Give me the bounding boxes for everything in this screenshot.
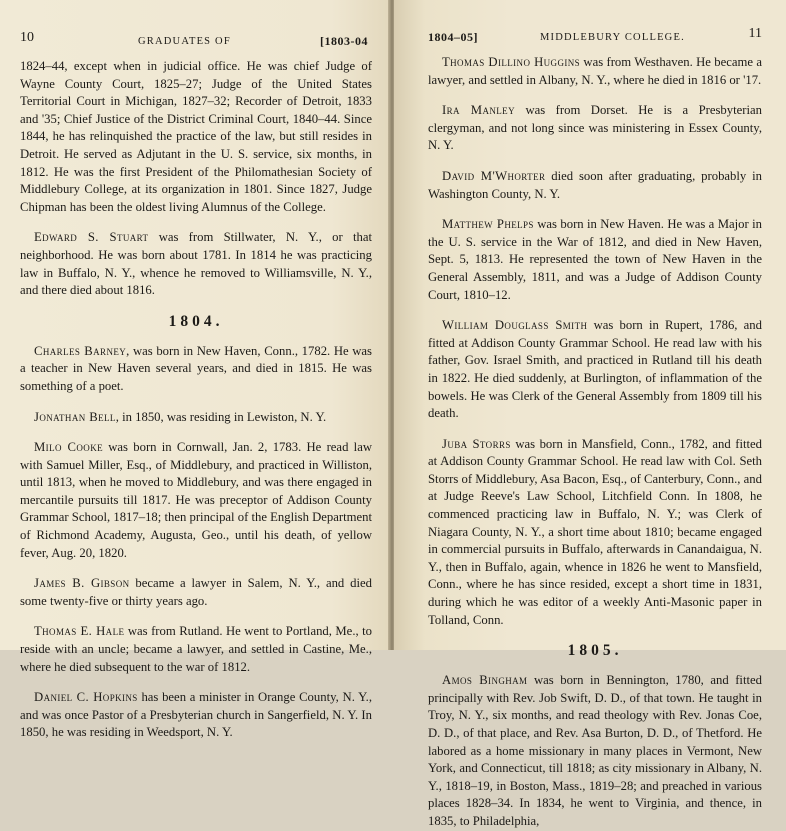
right-running-title: MIDDLEBURY COLLEGE. [540, 32, 685, 43]
alumnus-name: Edward S. Stuart [34, 230, 149, 245]
alumnus-name: William Douglass Smith [442, 318, 588, 333]
alumnus-text: died soon after graduating, probably in Washington County, N. Y. [428, 168, 763, 201]
alumnus-name: Thomas Dillino Huggins [442, 55, 581, 69]
alumnus-name: Thomas E. Hale [34, 624, 125, 639]
left-running-title: GRADUATES OF [138, 36, 231, 47]
alumnus-entry-huggins [428, 54, 762, 89]
year-heading-1805: 1805. [567, 642, 623, 660]
alumnus-entry-stuart [20, 229, 372, 299]
left-running-head [20, 30, 372, 58]
alumnus-text: , in 1850, was residing in Lewiston, N. Y. [115, 409, 327, 424]
alumnus-entry-hale [20, 623, 372, 676]
alumnus-text: was born in Cornwall, Jan. 2, 1783. He read law with Samuel Miller, Esq., of Middlebury, and practiced in Williston, until 1813, when he moved to Middlebury, and was there engaged in mercantile pursuits till 1817. He was preceptor of Addison County Grammar School, 1817–18; then principal of the English Department of Richmond Academy, Augusta, Geo., until his death, of yellow fever, Aug. 20, 1820. [20, 440, 372, 560]
alumnus-entry-bingham [428, 672, 762, 830]
alumnus-text: was from Rutland. He went to Portland, Me., to reside with an uncle; became a lawyer, and settled in Castine, Me., where he died subsequent to the war of 1812. [20, 624, 373, 674]
alumnus-name: Daniel C. Hopkins [34, 690, 138, 705]
alumnus-name: David M'Whorter [442, 168, 546, 183]
right-page-number: 11 [748, 26, 762, 41]
year-heading-1804: 1804. [168, 312, 224, 330]
alumnus-text: was born in Rupert, 1786, and fitted at Addison County Grammar School. He read law with his father, Gov. Israel Smith, and practiced in Rutland till his death in 1822. He died suddenly, at Burlington, of inflammation of the bowels. He was Clerk of the General Assembly from 1809 till his death. [428, 318, 762, 421]
alumnus-entry-phelps [428, 216, 762, 304]
alumnus-entry-barney [20, 343, 372, 396]
alumnus-entry-smith [428, 317, 762, 423]
alumnus-entry-cooke [20, 439, 372, 562]
alumnus-text: became a lawyer in Salem, N. Y., and died some twenty-five or thirty years ago. [20, 576, 372, 608]
right-year-range: 1804–05] [428, 30, 478, 44]
alumnus-text: was from Westhaven. He became a lawyer, and settled in Albany, N. Y., where he died in 1816 or '17. [428, 55, 762, 87]
alumnus-text: was born in Mansfield, Conn., 1782, and fitted at Addison County Grammar School. He read law with Col. Seth Storrs of Middlebury, Asa Bacon, Esq., of Canterbury, Conn., and at Judge Reeve's Law School, Litchfield Conn. In 1808, he commenced practicing law in Buffalo, N. Y.; was Clerk of Niagara County, N. Y., a short time about 1810; became engaged in commercial pursuits in Buffalo, afterwards in Canandaigua, N. Y., then in Buffalo, again, whence in 1826 he went to Mansfield, Conn., where he has since resided, except a short time in 1831, during which he was editor of a weekly Anti-Masonic paper in Tolland, Conn. [428, 436, 762, 627]
alumnus-name: Ira Manley [442, 103, 515, 118]
chipman-continuation: 1824–44, except when in judicial office. He was chief Judge of Wayne County Court, 1825–27; Judge of the United States Territorial Court in Michigan, 1827–32; Recorder of Detroit, 1833 and '35; Chief Justice of the District Criminal Court, 1840–44. Since 1844, he has relinquished the practice of the law, but still resides in Detroit. He served as Adjutant in the U. S. service, six months, in 1812. He was the first President of the Philomathesian Society of Middlebury College, at its organization in 1801. Since 1827, Judge Chipman has been the oldest living Alumnus of the College. [20, 59, 372, 214]
alumnus-text: has been a minister in Orange County, N. Y., and was once Pastor of a Presbyterian church in Sangerfield, N. Y. In 1850, he was residing in Weedsport, N. Y. [20, 690, 372, 740]
right-running-head [428, 26, 762, 54]
alumnus-entry-mwhorter [428, 168, 762, 203]
alumnus-name: Milo Cooke [34, 440, 103, 455]
left-page-number: 10 [20, 30, 34, 45]
alumnus-entry-bell [20, 409, 372, 427]
alumnus-text: was born in Bennington, 1780, and fitted principally with Rev. Job Swift, D. D., of that town. He taught in Troy, N. Y., six months, and read theology with Rev. Jonas Coe, D. D., of that place, and Rev. Asa Burton, D. D., of Thetford. He labored as a home missionary in many places in Vermont, New York, and Connecticut, till 1818; as city missionary in Albany, N. Y., 1818–19, in Boston, Mass., 1819–28; and preached in various places 1828–34. In 1834, he went to Virginia, and thence, in 1835, to Philadelphia, [428, 673, 762, 828]
alumnus-entry-manley [428, 102, 762, 155]
right-page [394, 0, 786, 828]
alumnus-text: , was born in New Haven, Conn., 1782. He was a teacher in New Haven several years, and died in 1815. He was something of a poet. [20, 343, 372, 393]
alumnus-name: Amos Bingham [442, 673, 528, 688]
alumnus-name: Jonathan Bell [34, 409, 116, 424]
alumnus-name: Matthew Phelps [442, 217, 534, 232]
alumnus-entry-gibson [20, 575, 372, 610]
alumnus-text: was from Stillwater, N. Y., or that neighborhood. He was born about 1781. In 1814 he was practicing law in Buffalo, N. Y., whence he removed to Williamsville, N. Y., and there died about 1816. [20, 230, 372, 298]
alumnus-text: was from Dorset. He is a Presbyterian clergyman, and not long since was ministering in Essex County, N. Y. [428, 103, 762, 153]
alumnus-text: was born in New Haven. He was a Major in the U. S. service in the War of 1812, and died in New Haven, Sept. 5, 1813. He represented the town of New Haven in the General Assembly, 1811, and was a Judge of Addison County Court, 1810–12. [428, 217, 762, 302]
alumnus-entry-storrs [428, 436, 762, 630]
left-year-range: [1803-04 [320, 34, 368, 48]
alumnus-name: Juba Storrs [442, 436, 511, 451]
alumnus-name: Charles Barney [34, 343, 127, 358]
alumnus-name: James B. Gibson [34, 576, 130, 591]
alumnus-entry-hopkins [20, 689, 372, 742]
left-page [0, 0, 390, 740]
